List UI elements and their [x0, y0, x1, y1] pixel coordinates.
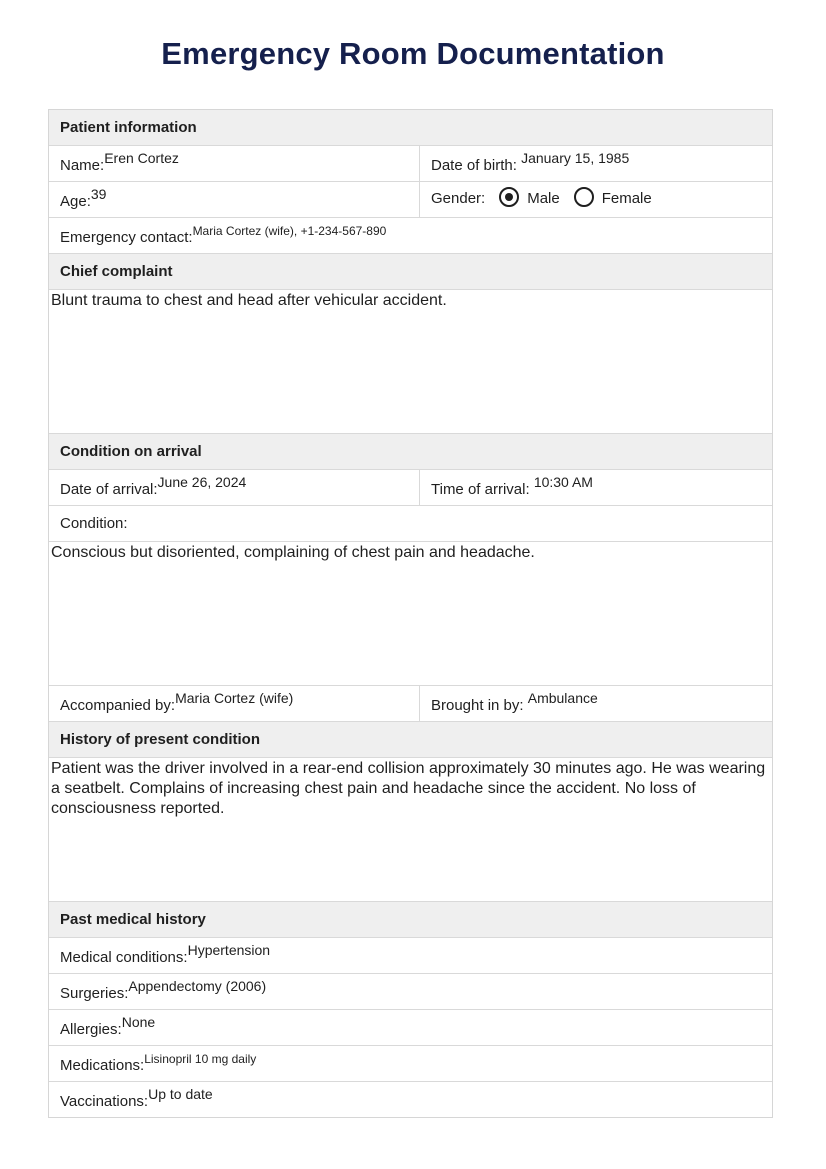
accompanied-by-value: Maria Cortez (wife)	[175, 690, 294, 706]
section-header-arrival	[49, 434, 772, 470]
condition-textarea[interactable]	[49, 542, 772, 686]
section-title: Past medical history	[60, 911, 206, 928]
allergies-value: None	[121, 1014, 156, 1030]
section-header-chief-complaint	[49, 254, 772, 290]
gender-female-radio[interactable]	[574, 187, 594, 207]
brought-in-by-label: Brought in by:	[431, 697, 524, 714]
gender-male-radio[interactable]	[499, 187, 519, 207]
allergies-label: Allergies:	[60, 1021, 122, 1038]
age-value: 39	[90, 186, 107, 202]
medical-conditions-value: Hypertension	[187, 942, 271, 958]
age-field[interactable]	[49, 182, 420, 217]
arrival-date-field[interactable]	[49, 470, 420, 505]
allergies-field[interactable]	[49, 1010, 772, 1045]
accompanied-by-label: Accompanied by:	[60, 697, 176, 714]
chief-complaint-textarea[interactable]	[49, 290, 772, 434]
row-medications	[49, 1046, 772, 1082]
emergency-contact-label: Emergency contact:	[60, 229, 193, 246]
section-title: Patient information	[60, 119, 197, 136]
er-form	[48, 109, 773, 1118]
arrival-time-label: Time of arrival:	[431, 481, 530, 498]
emergency-contact-value: Maria Cortez (wife), +1-234-567-890	[192, 224, 387, 238]
section-header-patient-info	[49, 110, 772, 146]
surgeries-label: Surgeries:	[60, 985, 129, 1002]
medical-conditions-field[interactable]	[49, 938, 772, 973]
arrival-date-label: Date of arrival:	[60, 481, 158, 498]
row-accompanied-brought	[49, 686, 772, 722]
medical-conditions-label: Medical conditions:	[60, 949, 188, 966]
row-name-dob	[49, 146, 772, 182]
name-value: Eren Cortez	[104, 150, 179, 166]
medications-label: Medications:	[60, 1057, 145, 1074]
row-age-gender	[49, 182, 772, 218]
surgeries-value: Appendectomy (2006)	[128, 978, 267, 994]
section-header-history	[49, 722, 772, 758]
medications-field[interactable]	[49, 1046, 772, 1081]
surgeries-field[interactable]	[49, 974, 772, 1009]
arrival-date-value: June 26, 2024	[157, 474, 247, 490]
gender-field	[420, 182, 772, 217]
row-arrival-date-time	[49, 470, 772, 506]
row-condition-label	[49, 506, 772, 542]
emergency-contact-field[interactable]	[49, 218, 772, 253]
section-title: Chief complaint	[60, 263, 173, 280]
vaccinations-field[interactable]	[49, 1082, 772, 1117]
row-emergency-contact	[49, 218, 772, 254]
gender-male-label[interactable]: Male	[527, 189, 560, 207]
page-title: Emergency Room Documentation	[161, 36, 665, 71]
arrival-time-field[interactable]	[420, 470, 772, 505]
dob-field[interactable]	[420, 146, 772, 181]
brought-in-by-field[interactable]	[420, 686, 772, 721]
history-text: Patient was the driver involved in a rear-end collision approximately 30 minutes ago. He was wearing a seatbelt. Complains of increasing chest pain and headache since the accident. No loss of consciousness reported.	[51, 760, 766, 817]
row-allergies	[49, 1010, 772, 1046]
row-surgeries	[49, 974, 772, 1010]
section-title: History of present condition	[60, 731, 261, 748]
arrival-time-value: 10:30 AM	[533, 474, 593, 490]
section-header-past-history	[49, 902, 772, 938]
gender-female-label[interactable]: Female	[601, 189, 652, 207]
history-textarea[interactable]	[49, 758, 772, 902]
accompanied-by-field[interactable]	[49, 686, 420, 721]
dob-label: Date of birth:	[431, 157, 517, 174]
row-medical-conditions	[49, 938, 772, 974]
vaccinations-value: Up to date	[148, 1086, 213, 1102]
dob-value: January 15, 1985	[521, 150, 630, 166]
vaccinations-label: Vaccinations:	[60, 1093, 149, 1110]
name-label: Name:	[60, 157, 105, 174]
gender-label: Gender:	[431, 189, 486, 207]
condition-text: Conscious but disoriented, complaining of chest pain and headache.	[51, 544, 535, 561]
chief-complaint-text: Blunt trauma to chest and head after vehicular accident.	[51, 292, 447, 309]
row-vaccinations	[49, 1082, 772, 1117]
condition-label: Condition:	[60, 515, 128, 532]
medications-value: Lisinopril 10 mg daily	[144, 1052, 257, 1066]
brought-in-by-value: Ambulance	[527, 690, 598, 706]
age-label: Age:	[60, 193, 91, 210]
name-field[interactable]	[49, 146, 420, 181]
section-title: Condition on arrival	[60, 443, 202, 460]
